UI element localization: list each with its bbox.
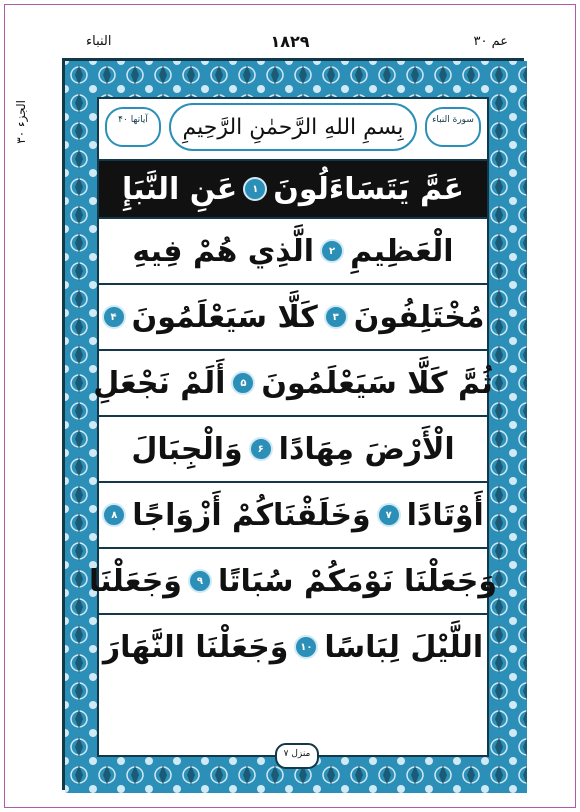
ayah-number-marker: ۳ — [324, 305, 348, 329]
verse-line — [99, 159, 487, 217]
verse-line — [99, 217, 487, 283]
verse-text: أَلَمْ نَجْعَلِ — [93, 365, 226, 401]
ayah-count-cartouche: آياتها ۴۰ — [105, 107, 161, 147]
verse-text: وَالْجِبَالَ — [131, 431, 243, 467]
ayah-number-marker: ۱۰ — [294, 635, 318, 659]
page-number: ۱۸۲۹ — [270, 32, 310, 51]
verse-text: مُخْتَلِفُونَ — [353, 299, 485, 335]
verse-text: عَمَّ يَتَسَاءَلُونَ — [273, 171, 465, 207]
verse-lines — [89, 159, 497, 679]
verse-text: اللَّيْلَ لِبَاسًا — [324, 629, 484, 665]
verse-line — [99, 415, 487, 481]
juz-name-header: عم ۳۰ — [473, 34, 508, 49]
verse-text: الْأَرْضَ مِهَادًا — [278, 431, 455, 467]
bismillah: بِسمِ اللهِ الرَّحمٰنِ الرَّحِيمِ — [169, 103, 417, 151]
ayah-number-marker: ۶ — [249, 437, 273, 461]
ayah-number-marker: ۱ — [243, 177, 267, 201]
ornamental-frame — [62, 58, 524, 790]
verse-text: كَلَّا سَيَعْلَمُونَ — [131, 299, 318, 335]
ayah-number-marker: ۹ — [188, 569, 212, 593]
manzil-marker: منزل ۷ — [275, 743, 319, 769]
text-panel — [89, 97, 497, 759]
verse-text: وَجَعَلْنَا نَوْمَكُمْ سُبَاتًا — [217, 563, 497, 599]
verse-line — [99, 613, 487, 679]
surah-name-header: النباء — [86, 34, 112, 49]
ayah-number-marker: ۵ — [231, 371, 255, 395]
verse-line — [89, 547, 497, 613]
ayah-number-marker: ۷ — [377, 503, 401, 527]
verse-line — [93, 349, 493, 415]
ayah-number-marker: ۴ — [102, 305, 126, 329]
verse-text: أَوْتَادًا — [406, 497, 484, 533]
ayah-number-marker: ۸ — [102, 503, 126, 527]
ayah-number-marker: ۲ — [320, 239, 344, 263]
verse-text: وَجَعَلْنَا — [89, 563, 182, 599]
verse-line — [99, 283, 487, 349]
verse-line — [99, 481, 487, 547]
verse-text: ثُمَّ كَلَّا سَيَعْلَمُونَ — [261, 365, 493, 401]
surah-title-band — [99, 99, 487, 155]
juz-side-label: الجزء ۳۰ — [14, 100, 28, 144]
verse-text: عَنِ النَّبَإِ — [121, 171, 238, 207]
verse-text: وَخَلَقْنَاكُمْ أَزْوَاجًا — [132, 497, 371, 533]
verse-text: الَّذِي هُمْ فِيهِ — [132, 233, 315, 269]
verse-text: وَجَعَلْنَا النَّهَارَ — [102, 629, 289, 665]
verse-text: الْعَظِيمِ — [350, 233, 454, 269]
surah-name-cartouche: سورة النباء — [425, 107, 481, 147]
